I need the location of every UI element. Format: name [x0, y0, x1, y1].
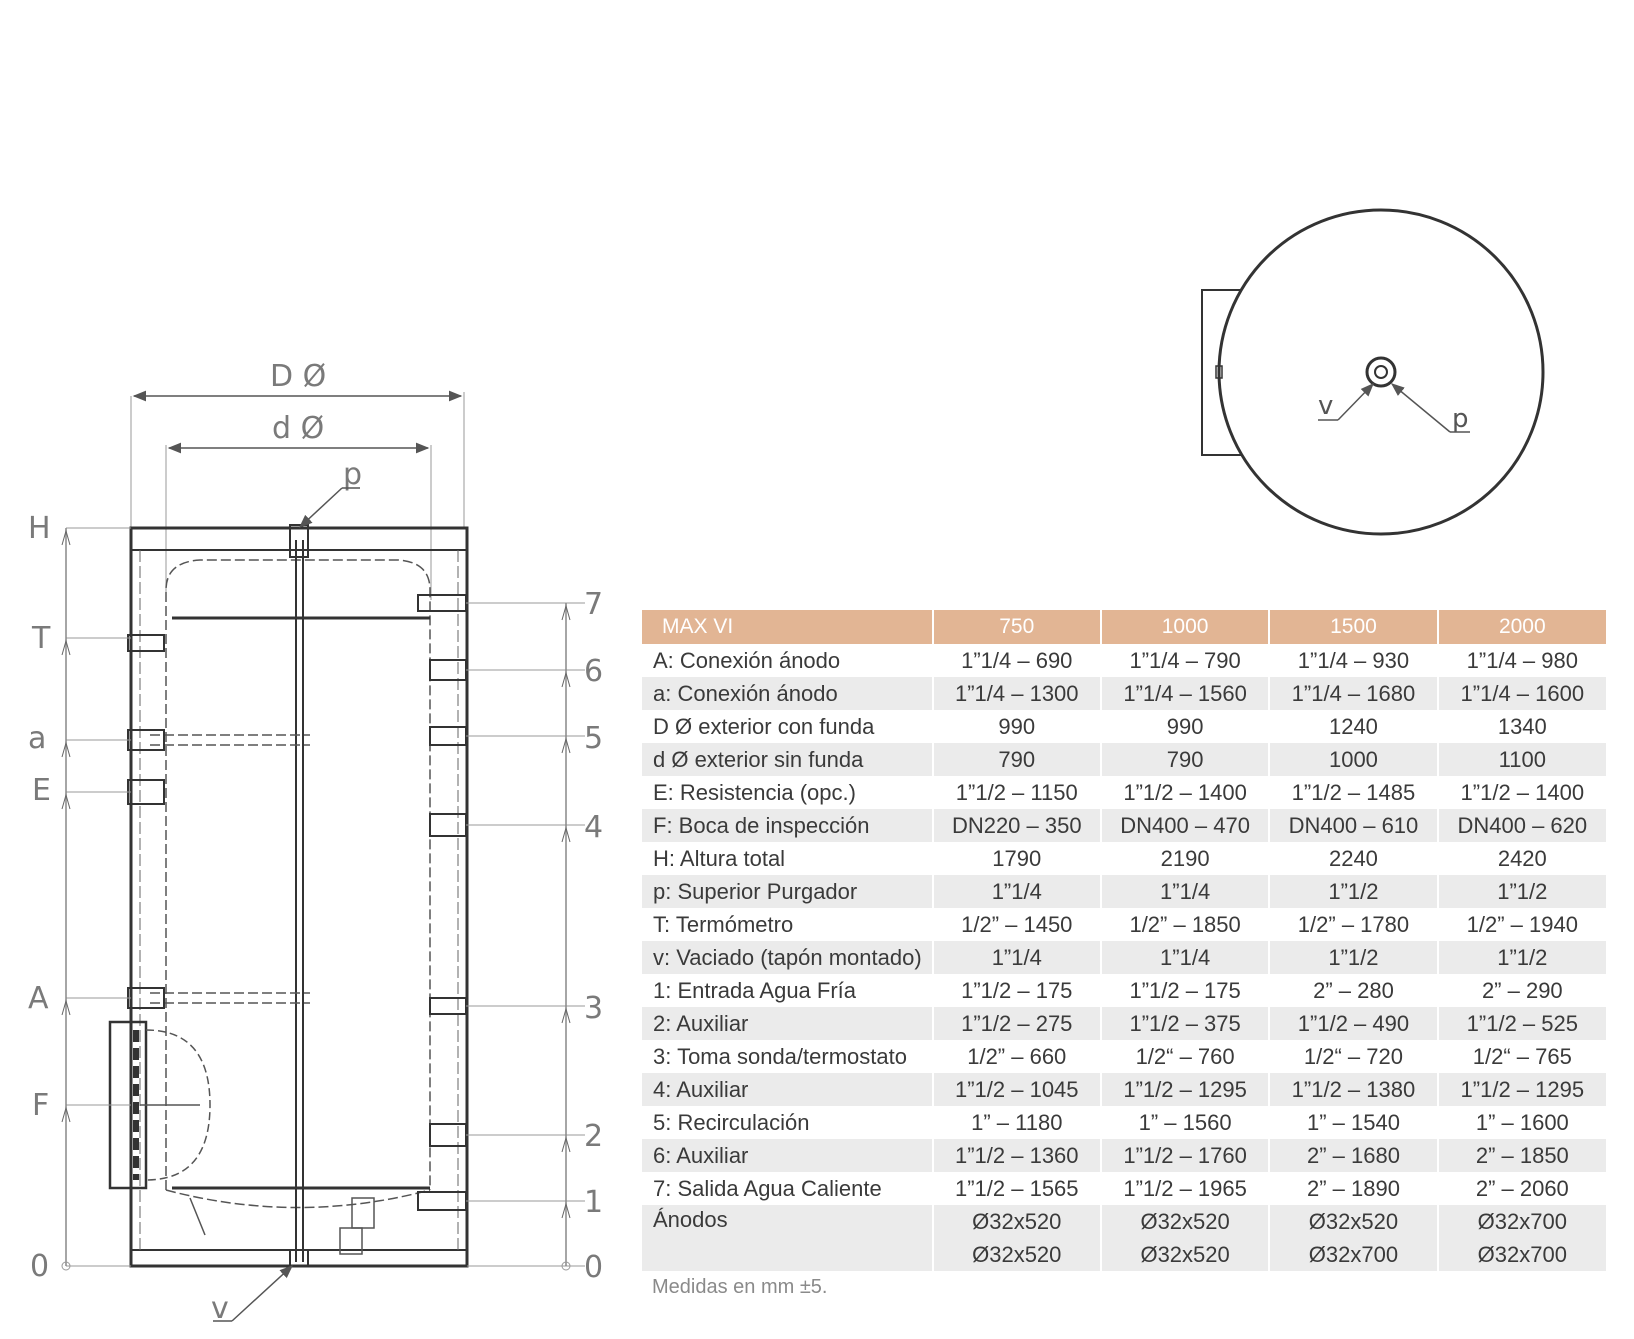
row-parameter: p: Superior Purgador — [642, 875, 933, 908]
table-header-row — [642, 610, 1606, 644]
label-E: E — [32, 773, 51, 808]
label-v-side: v — [211, 1291, 229, 1326]
table-row — [642, 1106, 1606, 1139]
table-row — [642, 875, 1606, 908]
row-value: 1/2” – 1780 — [1269, 908, 1437, 941]
table-row — [642, 1139, 1606, 1172]
label-p-side: p — [343, 457, 363, 492]
row-value: 1”1/4 – 690 — [933, 644, 1101, 677]
row-value: 1”1/4 — [933, 875, 1101, 908]
side-view — [110, 392, 467, 1266]
label-d-diameter: d Ø — [272, 411, 325, 446]
table-row-anodes — [642, 1205, 1606, 1271]
tank-top-circle — [1219, 210, 1543, 534]
header-750: 750 — [933, 610, 1101, 644]
label-6: 6 — [584, 654, 604, 689]
row-value: 1”1/2 — [1438, 941, 1606, 974]
row-value: 1”1/4 – 1560 — [1101, 677, 1269, 710]
row-value: 1240 — [1269, 710, 1437, 743]
label-D-diameter: D Ø — [270, 359, 327, 394]
row-value: 990 — [933, 710, 1101, 743]
row-value: 1340 — [1497, 713, 1547, 739]
left-dimension-labels — [28, 511, 51, 1284]
row-parameter: 7: Salida Agua Caliente — [642, 1172, 933, 1205]
row-value: 1/2” – 1940 — [1466, 911, 1578, 937]
row-value: 1”1/4 – 930 — [1269, 644, 1437, 677]
right-dimension-labels — [584, 587, 603, 1285]
row-value: 2” – 2060 — [1475, 1175, 1569, 1201]
row-value: 2” – 280 — [1269, 974, 1437, 1007]
table-row — [642, 809, 1606, 842]
row-value — [1269, 1205, 1437, 1271]
row-value: 1000 — [1269, 743, 1437, 776]
anode-value: Ø32x700 — [1477, 1242, 1567, 1267]
row-parameter: v: Vaciado (tapón montado) — [642, 941, 933, 974]
row-value: 1”1/4 – 1600 — [1438, 677, 1606, 710]
row-parameter: a: Conexión ánodo — [642, 677, 933, 710]
row-value: 1”1/4 – 1680 — [1269, 677, 1437, 710]
table-row — [642, 743, 1606, 776]
row-value — [933, 1205, 1101, 1271]
row-value: 1” – 1560 — [1101, 1106, 1269, 1139]
row-value: 1” – 1600 — [1475, 1109, 1569, 1135]
row-value: 1100 — [1438, 743, 1606, 776]
label-v-top: v — [1318, 391, 1334, 421]
header-model: MAX VI — [642, 610, 933, 644]
anode-value: Ø32x520 — [972, 1242, 1062, 1267]
inner-vessel — [166, 560, 430, 1190]
row-parameter: D Ø exterior con funda — [642, 710, 933, 743]
label-p-top: p — [1452, 404, 1469, 434]
row-value: 1”1/2 – 1380 — [1269, 1073, 1437, 1106]
label-0-left: 0 — [30, 1249, 50, 1284]
row-value: 1” – 1180 — [933, 1106, 1101, 1139]
row-value — [1438, 1205, 1606, 1271]
row-value: 1/2“ – 765 — [1472, 1043, 1572, 1069]
row-value: 1”1/2 – 1360 — [933, 1139, 1101, 1172]
row-value: 1”1/2 – 1965 — [1101, 1172, 1269, 1205]
table-row — [642, 974, 1606, 1007]
label-1: 1 — [584, 1185, 604, 1220]
row-value: 1/2” – 1850 — [1101, 908, 1269, 941]
row-value: 790 — [933, 743, 1101, 776]
table-row — [642, 644, 1606, 677]
row-value: 1”1/2 – 1485 — [1269, 776, 1437, 809]
row-parameter: A: Conexión ánodo — [642, 644, 933, 677]
row-value — [1101, 1205, 1269, 1271]
row-value: 1/2“ – 760 — [1101, 1040, 1269, 1073]
row-value: 990 — [1101, 710, 1269, 743]
label-3: 3 — [584, 991, 604, 1026]
table-row — [642, 1172, 1606, 1205]
row-value: 1”1/2 – 1760 — [1101, 1139, 1269, 1172]
row-value: 2240 — [1269, 842, 1437, 875]
label-a: a — [28, 721, 47, 756]
row-value: 1”1/4 — [933, 941, 1101, 974]
row-parameter: 5: Recirculación — [642, 1106, 933, 1139]
row-parameter: d Ø exterior sin funda — [642, 743, 933, 776]
label-5: 5 — [584, 721, 604, 756]
row-value: 2” – 1680 — [1269, 1139, 1437, 1172]
label-F: F — [32, 1088, 50, 1123]
row-value: 1”1/2 – 375 — [1101, 1007, 1269, 1040]
table-row — [642, 1073, 1606, 1106]
row-value: 2” – 1890 — [1269, 1172, 1437, 1205]
anode-value: Ø32x520 — [1140, 1209, 1230, 1234]
tank-jacket — [131, 528, 467, 1266]
row-value: 1”1/2 – 525 — [1438, 1007, 1606, 1040]
table-row — [642, 677, 1606, 710]
row-value: 1”1/2 — [1438, 875, 1606, 908]
row-value: 1790 — [933, 842, 1101, 875]
row-value: 1”1/2 – 1150 — [933, 776, 1101, 809]
row-parameter: F: Boca de inspección — [642, 809, 933, 842]
table-row — [642, 1007, 1606, 1040]
row-value: 1”1/2 – 1400 — [1460, 779, 1585, 805]
row-parameter: T: Termómetro — [642, 908, 933, 941]
row-value: 1”1/4 — [1101, 875, 1269, 908]
row-value: 2190 — [1101, 842, 1269, 875]
anode-value: Ø32x700 — [1308, 1242, 1399, 1267]
table-row — [642, 908, 1606, 941]
row-parameter: 6: Auxiliar — [642, 1139, 933, 1172]
anode-value: Ø32x520 — [1140, 1242, 1230, 1267]
row-parameter: E: Resistencia (opc.) — [642, 776, 933, 809]
label-A: A — [28, 981, 49, 1016]
row-value: 1/2” – 1450 — [933, 908, 1101, 941]
row-value: 1/2“ – 720 — [1269, 1040, 1437, 1073]
row-value: DN220 – 350 — [933, 809, 1101, 842]
row-value: 790 — [1101, 743, 1269, 776]
row-value: 1”1/4 — [1101, 941, 1269, 974]
label-4: 4 — [584, 810, 604, 845]
row-value: 1”1/2 – 275 — [933, 1007, 1101, 1040]
anode-value: Ø32x520 — [1308, 1209, 1399, 1234]
row-value: 1”1/4 – 980 — [1466, 647, 1578, 673]
row-value: 1”1/2 – 1295 — [1438, 1073, 1606, 1106]
row-parameter: 3: Toma sonda/termostato — [642, 1040, 933, 1073]
row-value: 2” – 1850 — [1438, 1139, 1606, 1172]
row-value: 1”1/2 – 1295 — [1101, 1073, 1269, 1106]
measurement-note: Medidas en mm ±5. — [652, 1276, 828, 1298]
table-row — [642, 842, 1606, 875]
row-value: 1”1/2 – 175 — [1101, 974, 1269, 1007]
left-dimension-chain — [62, 528, 131, 1270]
anode-value: Ø32x700 — [1477, 1209, 1567, 1234]
label-0-right: 0 — [584, 1250, 604, 1285]
spec-table — [642, 610, 1606, 1271]
row-value: 1”1/2 – 1400 — [1101, 776, 1269, 809]
header-1000: 1000 — [1101, 610, 1269, 644]
header-2000: 2000 — [1438, 610, 1606, 644]
row-value: DN400 – 470 — [1101, 809, 1269, 842]
header-1500: 1500 — [1269, 610, 1437, 644]
table-row — [642, 1040, 1606, 1073]
row-value: 1”1/2 – 175 — [933, 974, 1101, 1007]
row-value: 1”1/4 – 1300 — [933, 677, 1101, 710]
row-value: DN400 – 610 — [1269, 809, 1437, 842]
row-parameter: 4: Auxiliar — [642, 1073, 933, 1106]
row-value: 2420 — [1497, 845, 1547, 871]
row-parameter: H: Altura total — [642, 842, 933, 875]
right-dimension-chain — [466, 603, 585, 1270]
row-value: 1”1/2 – 1565 — [933, 1172, 1101, 1205]
anode-value: Ø32x520 — [972, 1209, 1062, 1234]
label-H: H — [28, 511, 51, 546]
top-view — [1202, 210, 1543, 534]
label-2: 2 — [584, 1119, 604, 1154]
row-value: 1”1/2 — [1269, 875, 1437, 908]
row-value: 1”1/2 – 1045 — [933, 1073, 1101, 1106]
table-row — [642, 941, 1606, 974]
table-row — [642, 710, 1606, 743]
row-parameter: 2: Auxiliar — [642, 1007, 933, 1040]
table-row — [642, 776, 1606, 809]
label-7: 7 — [584, 587, 604, 622]
row-value: 1/2” – 660 — [933, 1040, 1101, 1073]
row-value: 1” – 1540 — [1269, 1106, 1437, 1139]
row-value: DN400 – 620 — [1438, 809, 1606, 842]
row-value: 2” – 290 — [1481, 977, 1563, 1003]
row-parameter: 1: Entrada Agua Fría — [642, 974, 933, 1007]
row-value: 1”1/4 – 790 — [1101, 644, 1269, 677]
label-T: T — [32, 621, 51, 656]
row-parameter: Ánodos — [642, 1205, 933, 1271]
row-value: 1”1/2 — [1269, 941, 1437, 974]
row-value: 1”1/2 – 490 — [1269, 1007, 1437, 1040]
